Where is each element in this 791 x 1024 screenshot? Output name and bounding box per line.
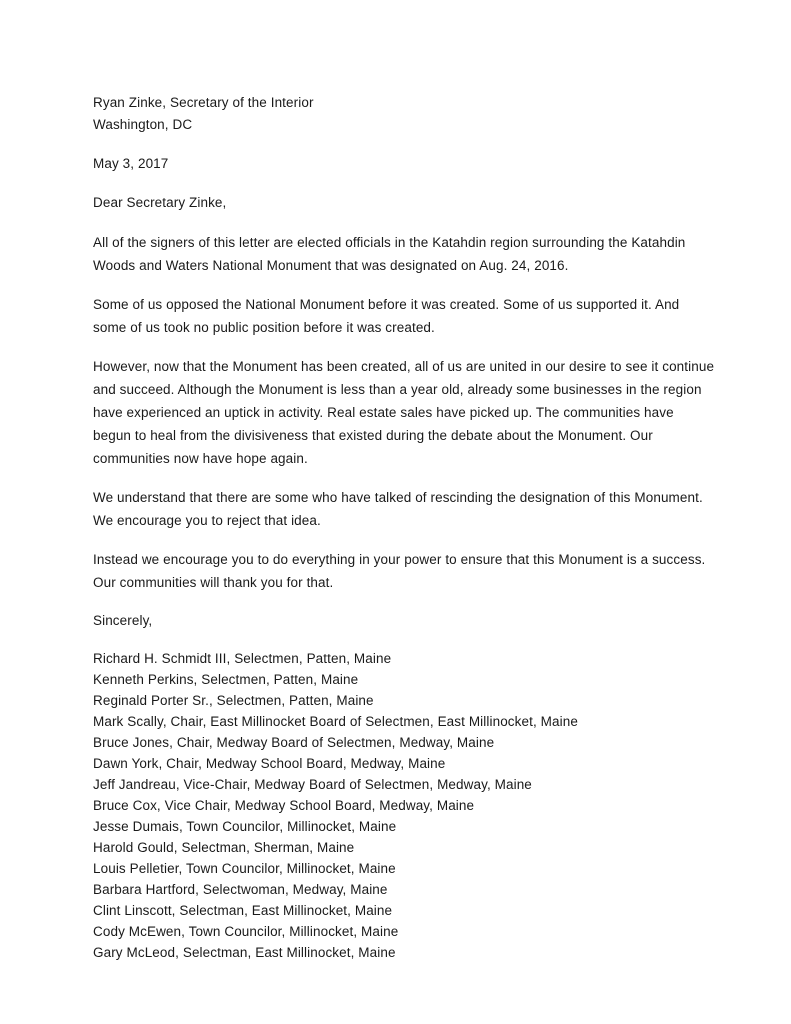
letter-body	[93, 92, 715, 963]
body-paragraph-2: Some of us opposed the National Monument before it was created. Some of us supported it. And some of us took no public position before it was created.	[93, 297, 680, 335]
signatory-line: Harold Gould, Selectman, Sherman, Maine	[93, 840, 355, 855]
signatory-line: Barbara Hartford, Selectwoman, Medway, Maine	[93, 882, 388, 897]
signatory-line: Kenneth Perkins, Selectmen, Patten, Maine	[93, 672, 359, 687]
signatory-line: Cody McEwen, Town Councilor, Millinocket, Maine	[93, 924, 399, 939]
signatory-line: Richard H. Schmidt III, Selectmen, Patten, Maine	[93, 651, 392, 666]
signatory-line: Jesse Dumais, Town Councilor, Millinocket, Maine	[93, 819, 397, 834]
body-paragraph-4: We understand that there are some who have talked of rescinding the designation of this Monument. We encourage you to reject that idea.	[93, 490, 703, 528]
signatory-list	[93, 648, 715, 963]
signatory-line: Mark Scally, Chair, East Millinocket Board of Selectmen, East Millinocket, Maine	[93, 714, 578, 729]
signatory-line: Bruce Jones, Chair, Medway Board of Selectmen, Medway, Maine	[93, 735, 495, 750]
body-paragraph-5: Instead we encourage you to do everything in your power to ensure that this Monument is a success. Our communities will thank you for that.	[93, 552, 706, 590]
date-line: May 3, 2017	[93, 156, 169, 171]
recipient-city-line: Washington, DC	[93, 117, 193, 132]
recipient-name-line: Ryan Zinke, Secretary of the Interior	[93, 95, 314, 110]
body-paragraph-3: However, now that the Monument has been created, all of us are united in our desire to see it continue and succeed. Although the Monument is less than a year old, already some businesses in the region have experienced an uptick in activity. Real estate sales have picked up. The communities have begun to heal from the divisiveness that existed during the debate about the Monument. Our communities now have hope again.	[93, 359, 715, 466]
signatory-line: Bruce Cox, Vice Chair, Medway School Board, Medway, Maine	[93, 798, 475, 813]
closing-line: Sincerely,	[93, 613, 153, 628]
signatory-line: Reginald Porter Sr., Selectmen, Patten, Maine	[93, 693, 374, 708]
signatory-line: Gary McLeod, Selectman, East Millinocket, Maine	[93, 945, 396, 960]
recipient-block	[93, 92, 715, 136]
signatory-line: Dawn York, Chair, Medway School Board, Medway, Maine	[93, 756, 446, 771]
body-paragraph-1: All of the signers of this letter are elected officials in the Katahdin region surrounding the Katahdin Woods and Waters National Monument that was designated on Aug. 24, 2016.	[93, 235, 686, 273]
salutation: Dear Secretary Zinke,	[93, 195, 227, 210]
signatory-line: Clint Linscott, Selectman, East Millinocket, Maine	[93, 903, 393, 918]
signatory-line: Jeff Jandreau, Vice-Chair, Medway Board of Selectmen, Medway, Maine	[93, 777, 532, 792]
signatory-line: Louis Pelletier, Town Councilor, Millinocket, Maine	[93, 861, 396, 876]
